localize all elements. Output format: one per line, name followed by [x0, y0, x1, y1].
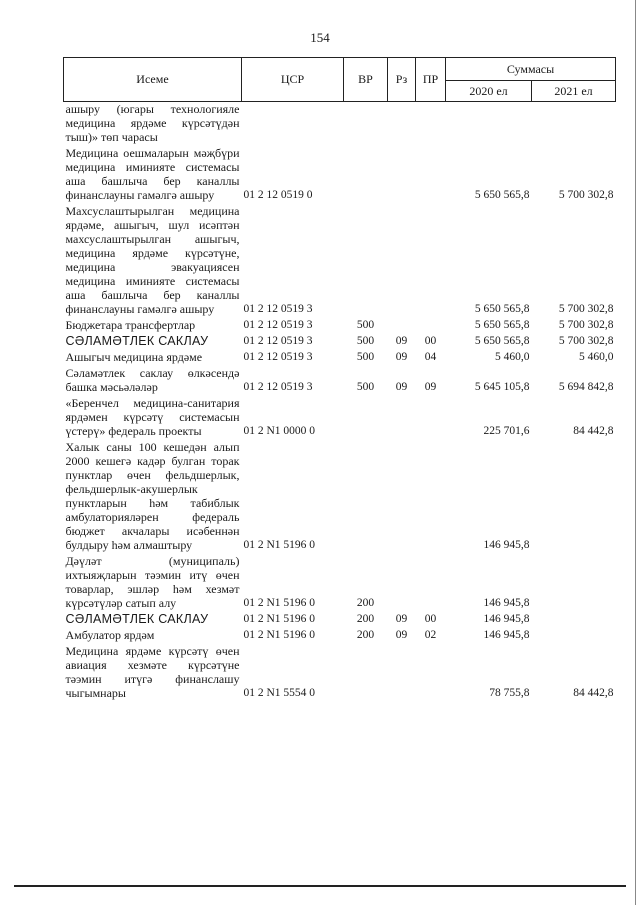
cell-csr: 01 2 N1 5196 0 — [243, 597, 316, 609]
cell-y2020: 5 650 565,8 — [474, 189, 530, 201]
header-name: Исеме — [64, 58, 242, 102]
cell-pr — [416, 144, 446, 202]
row-name-text: Бюджетара трансфертлар — [65, 318, 196, 332]
table-row — [64, 316, 616, 332]
row-name-text: СӘЛАМӘТЛЕК САКЛАУ — [65, 334, 209, 348]
table-body — [64, 102, 616, 701]
cell-csr — [242, 102, 344, 145]
cell-name — [64, 202, 242, 316]
row-name-text: ашыру (югары технологияле медицина ярдәме күрсәтүдән тыш)» төп чарасы — [65, 102, 240, 144]
cell-pr — [416, 102, 446, 145]
cell-rz — [388, 394, 416, 438]
cell-csr: 01 2 N1 0000 0 — [243, 425, 316, 437]
cell-y2021: 84 442,8 — [573, 425, 614, 437]
cell-y2021: 5 460,0 — [579, 351, 614, 363]
cell-pr — [416, 316, 446, 332]
cell-name — [64, 642, 242, 700]
table-row — [64, 348, 616, 364]
cell-pr — [416, 552, 446, 610]
cell-y2020 — [446, 102, 532, 145]
cell-vr: 200 — [356, 629, 375, 641]
cell-csr: 01 2 12 0519 3 — [243, 335, 313, 347]
cell-rz — [388, 438, 416, 552]
cell-csr: 01 2 12 0519 3 — [243, 351, 313, 363]
row-name-text: Халык саны 100 кешедән алып 2000 кешегә кадәр булган торак пунктлар өчен фельдшерлык, фельдшерлык-акушерлык пунктларын һәм табиблык амбулаторияләрен федераль бюджет акчалары исәбеннән булдыру һәм алмаштыру — [65, 440, 240, 552]
cell-name — [64, 438, 242, 552]
cell-y2020: 225 701,6 — [483, 425, 530, 437]
table-row — [64, 102, 616, 145]
cell-rz: 09 — [395, 335, 408, 347]
cell-y2020: 5 645 105,8 — [474, 381, 530, 393]
page-number: 154 — [310, 30, 330, 45]
cell-rz — [388, 144, 416, 202]
cell-y2021 — [532, 610, 616, 626]
row-name-text: Дәүләт (муниципаль) ихтыяҗларын тәэмин итү өчен товарлар, эшләр һәм хезмәт күрсәтүләр сатып алу — [65, 554, 240, 610]
table-row — [64, 394, 616, 438]
cell-pr: 02 — [424, 629, 437, 641]
cell-rz — [388, 642, 416, 700]
table-row — [64, 202, 616, 316]
cell-vr — [344, 202, 388, 316]
cell-y2021 — [532, 626, 616, 642]
cell-y2021: 5 694 842,8 — [558, 381, 614, 393]
cell-rz — [388, 316, 416, 332]
cell-rz — [388, 202, 416, 316]
cell-vr: 500 — [356, 351, 375, 363]
cell-y2020: 146 945,8 — [483, 613, 530, 625]
cell-y2021 — [532, 438, 616, 552]
cell-name — [64, 394, 242, 438]
header-pr: ПР — [416, 58, 446, 102]
cell-y2020: 5 650 565,8 — [474, 335, 530, 347]
cell-name — [64, 348, 242, 364]
row-name-text: Амбулатор ярдәм — [65, 628, 155, 642]
table-row — [64, 610, 616, 626]
cell-pr — [416, 642, 446, 700]
cell-csr: 01 2 N1 5196 0 — [243, 539, 316, 551]
cell-y2020: 78 755,8 — [489, 687, 530, 699]
row-name-text: Медицина оешмаларын мәҗбүри медицина иминияте системасы аша башлыча бер каналлы финанслауны гамәлгә ашыру — [65, 146, 240, 202]
header-csr: ЦСР — [242, 58, 344, 102]
cell-rz: 09 — [395, 629, 408, 641]
cell-y2020: 146 945,8 — [483, 629, 530, 641]
cell-y2021: 5 700 302,8 — [558, 319, 614, 331]
cell-name — [64, 102, 242, 145]
cell-csr: 01 2 12 0519 3 — [243, 319, 313, 331]
cell-y2021 — [532, 102, 616, 145]
cell-rz: 09 — [395, 613, 408, 625]
cell-y2021 — [532, 552, 616, 610]
header-year-2021: 2021 ел — [532, 81, 616, 102]
cell-csr: 01 2 12 0519 3 — [243, 303, 313, 315]
row-name-text: Медицина ярдәме күрсәтү өчен авиация хезмәте күрсәтүне тәэмин итүгә финанслашу чыгымнары — [65, 644, 240, 700]
table-header — [64, 58, 616, 102]
cell-y2021: 5 700 302,8 — [558, 189, 614, 201]
cell-name — [64, 332, 242, 348]
cell-csr: 01 2 12 0519 3 — [243, 381, 313, 393]
row-name-text: Махсуслаштырылган медицина ярдәме, ашыгыч, шул исәптән махсуслаштырылган ашыгыч, медицина ярдәме күрсәтүне, медицина эвакуациясен медицина иминияте системасы аша башлыча бер каналлы финанслауны гамәлгә ашыру — [65, 204, 240, 316]
table-row — [64, 364, 616, 394]
table-row — [64, 552, 616, 610]
cell-rz — [388, 102, 416, 145]
cell-y2020: 5 650 565,8 — [474, 319, 530, 331]
bottom-rule — [14, 885, 626, 887]
table-row — [64, 438, 616, 552]
cell-pr: 00 — [424, 613, 437, 625]
cell-name — [64, 610, 242, 626]
header-vr: ВР — [344, 58, 388, 102]
cell-y2021: 84 442,8 — [573, 687, 614, 699]
row-name-text: «Беренчел медицина-санитария ярдәмен күрсәтү системасын үстерү» федераль проекты — [65, 396, 240, 438]
header-year-2020: 2020 ел — [446, 81, 532, 102]
row-name-text: СӘЛАМӘТЛЕК САКЛАУ — [65, 612, 209, 626]
cell-y2020: 146 945,8 — [483, 597, 530, 609]
cell-csr: 01 2 12 0519 0 — [243, 189, 313, 201]
cell-name — [64, 144, 242, 202]
row-name-text: Сәламәтлек саклау өлкәсендә башка мәсьәләләр — [65, 366, 240, 394]
cell-vr: 500 — [356, 319, 375, 331]
cell-vr — [344, 102, 388, 145]
table-row — [64, 332, 616, 348]
cell-csr: 01 2 N1 5554 0 — [243, 687, 316, 699]
cell-pr: 00 — [424, 335, 437, 347]
cell-name — [64, 626, 242, 642]
table-row — [64, 642, 616, 700]
cell-vr: 200 — [356, 613, 375, 625]
cell-rz: 09 — [395, 381, 408, 393]
cell-vr: 200 — [356, 597, 375, 609]
cell-rz: 09 — [395, 351, 408, 363]
row-name-text: Ашыгыч медицина ярдәме — [65, 350, 203, 364]
scan-edge-line — [635, 0, 636, 905]
cell-csr: 01 2 N1 5196 0 — [243, 613, 316, 625]
header-sums: Суммасы — [446, 58, 616, 81]
cell-csr: 01 2 N1 5196 0 — [243, 629, 316, 641]
table-row — [64, 144, 616, 202]
cell-pr — [416, 394, 446, 438]
cell-y2020: 5 460,0 — [495, 351, 530, 363]
header-rz: Рз — [388, 58, 416, 102]
cell-name — [64, 316, 242, 332]
cell-pr: 04 — [424, 351, 437, 363]
table-row — [64, 626, 616, 642]
budget-table — [63, 57, 616, 700]
cell-rz — [388, 552, 416, 610]
cell-y2020: 146 945,8 — [483, 539, 530, 551]
cell-vr — [344, 438, 388, 552]
cell-name — [64, 364, 242, 394]
cell-y2020: 5 650 565,8 — [474, 303, 530, 315]
cell-name — [64, 552, 242, 610]
cell-pr — [416, 202, 446, 316]
cell-y2021: 5 700 302,8 — [558, 303, 614, 315]
cell-vr — [344, 144, 388, 202]
cell-pr — [416, 438, 446, 552]
cell-pr: 09 — [424, 381, 437, 393]
cell-vr — [344, 394, 388, 438]
cell-vr — [344, 642, 388, 700]
cell-vr: 500 — [356, 335, 375, 347]
cell-vr: 500 — [356, 381, 375, 393]
cell-y2021: 5 700 302,8 — [558, 335, 614, 347]
